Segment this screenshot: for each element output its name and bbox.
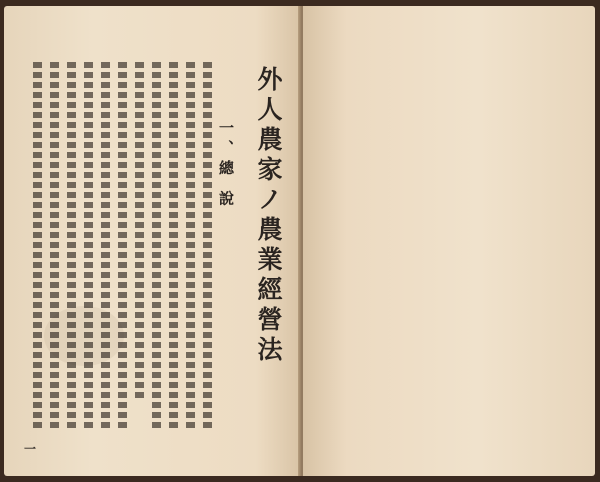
body-text-line [84, 62, 93, 430]
body-text-line [135, 62, 144, 401]
body-text-line [50, 62, 59, 430]
body-text-line [169, 62, 178, 430]
body-text-line [33, 62, 42, 430]
body-text-line [118, 62, 127, 430]
body-text-line [203, 62, 212, 430]
body-text-line [67, 62, 76, 430]
body-text-block [22, 62, 212, 430]
body-text-line [186, 62, 195, 430]
right-page [303, 6, 595, 476]
chapter-title: 外人農家ノ農業經營法 [254, 66, 283, 366]
body-text-line [152, 62, 161, 430]
page-mark: 一 [24, 442, 37, 456]
body-text-line [101, 62, 110, 430]
section-heading: 一、總 說 [217, 120, 235, 211]
